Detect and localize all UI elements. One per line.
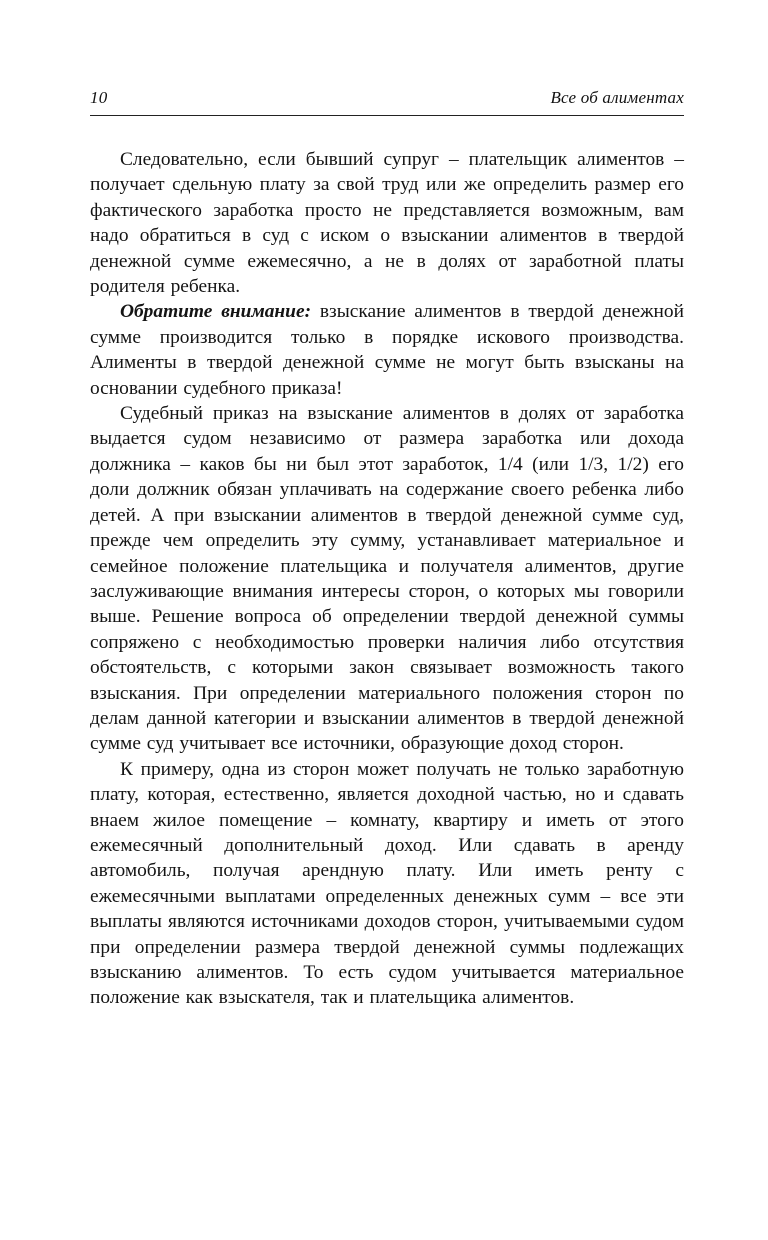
paragraph-1 xyxy=(90,147,684,299)
paragraph-4-text: К примеру, одна из сторон может получать не только заработную плату, которая, естественно, является доходной частью, но и сдавать внаем жилое помещение – комнату, квартиру и иметь от этого ежемесячный дополнительный доход. Или сдавать в аренду автомобиль, получая арендную плату. Или иметь ренту с ежемесячными выплатами определенных денежных сумм – все эти выплаты являются источниками доходов сторон, учитываемыми судом при определении размера твердой денежной суммы подлежащих взысканию алиментов. То есть судом учитывается материальное положение как взыскателя, так и плательщика алиментов. xyxy=(90,758,684,1009)
running-title: Все об алиментах xyxy=(550,88,684,107)
paragraph-1-text: Следовательно, если бывший супруг – плательщик алиментов – получает сдельную плату за свой труд или же определить размер его фактического заработка просто не представляется возможным, вам надо обратиться в суд с иском о взыскании алиментов в твердой денежной сумме ежемесячно, а не в долях от заработной платы родителя ребенка. xyxy=(90,149,684,298)
paragraph-4 xyxy=(90,757,684,1011)
attention-lead: Обратите внимание: xyxy=(120,301,312,323)
paragraph-2-text: взыскание алиментов в твердой денежной сумме производится только в порядке искового производства. Алименты в твердой денежной сумме не могут быть взысканы на основании судебного приказа! xyxy=(90,301,684,399)
paragraph-3 xyxy=(90,401,684,757)
running-header xyxy=(90,88,684,116)
paragraph-2 xyxy=(90,299,684,401)
paragraph-3-text: Судебный приказ на взыскание алиментов в долях от заработка выдается судом независимо от размера заработка или дохода должника – каков бы ни был этот заработок, 1/4 (или 1/3, 1/2) его доли должник обязан уплачивать на содержание своего ребенка либо детей. А при взыскании алиментов в твердой денежной сумме суд, прежде чем определить эту сумму, устанавливает материальное и семейное положение плательщика и получателя алиментов, другие заслуживающие внимания интересы сторон, о которых мы говорили выше. Решение вопроса об определении твердой денежной суммы сопряжено с необходимостью проверки наличия либо отсутствия обстоятельств, с которыми закон связывает возможность такого взыскания. При определении материального положения сторон по делам данной категории и взыскании алиментов в твердой денежной сумме суд учитывает все источники, образующие доход сторон. xyxy=(90,403,684,755)
body-text xyxy=(90,147,684,1011)
page-number: 10 xyxy=(90,88,108,107)
